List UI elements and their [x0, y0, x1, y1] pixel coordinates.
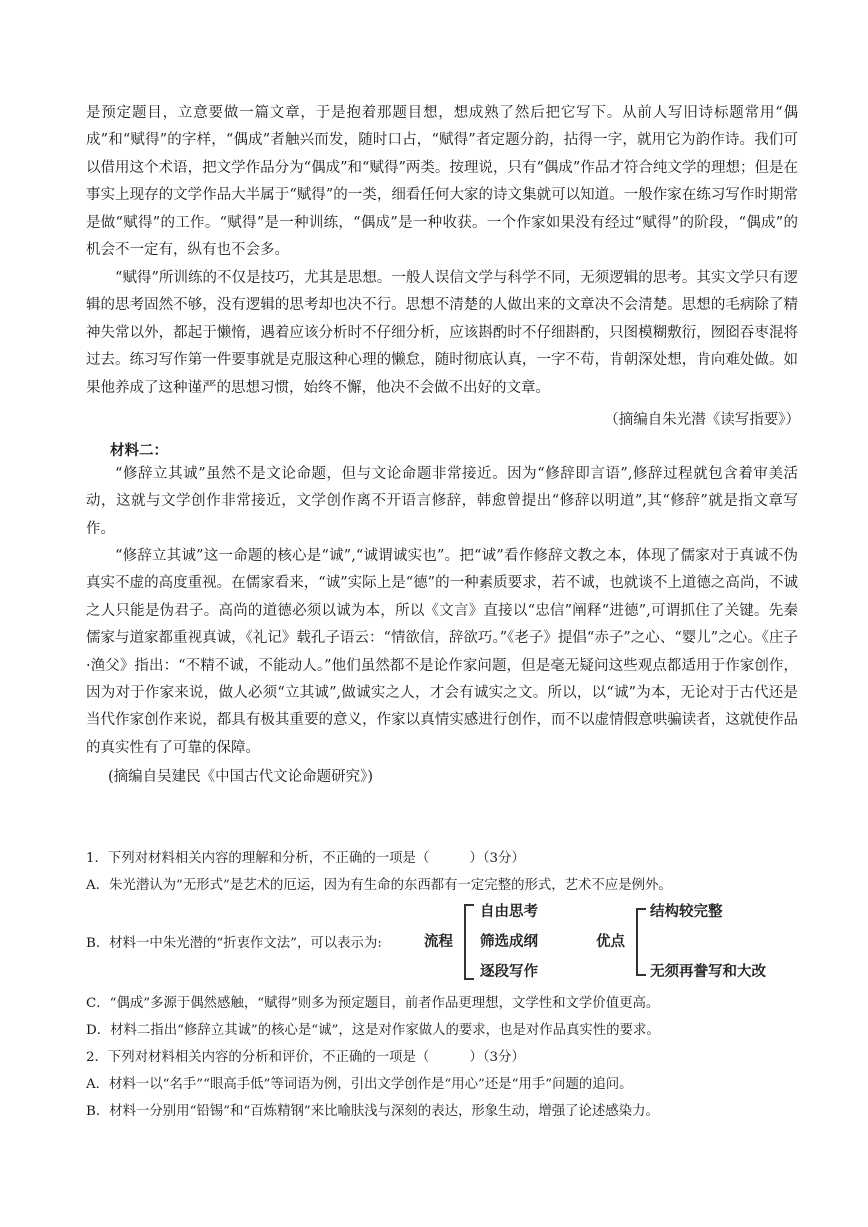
- process-step-1: 自由思考: [480, 904, 538, 920]
- question-2-option-a: A．材料一以“名手”“眼高手低”等词语为例，引出文学创作是“用心”还是“用手”问题的追问。: [86, 1077, 633, 1092]
- process-step-2: 筛选成纲: [480, 934, 538, 950]
- material2-paragraph-1: “修辞立其诚”虽然不是文论命题，但与文论命题非常接近。因为“修辞即言语”,修辞过程就包含着审美活动，这就与文学创作非常接近，文学创作离不开语言修辞，韩愈曾提出“修辞以明道”,其“修辞”就是指文章写作。: [86, 466, 798, 537]
- question-2: 2．下列对材料相关内容的分析和评价，不正确的一项是（ ）（3分）: [86, 1050, 525, 1065]
- question-1-option-d: D．材料二指出“修辞立其诚”的核心是“诚”，这是对作家做人的要求，也是对作品真实性的要求。: [86, 1023, 660, 1038]
- material2-heading: 材料二：: [110, 442, 168, 459]
- material1-source: （摘编自朱光潜《读写指要》）: [604, 412, 800, 428]
- question-1: 1．下列对材料相关内容的理解和分析，不正确的一项是（ ）（3分）: [86, 851, 525, 866]
- writing-method-diagram: [420, 896, 820, 984]
- advantage-brace: [636, 908, 646, 976]
- question-1-option-b: B．材料一中朱光潜的“折衷作文法”，可以表示为:: [86, 936, 382, 951]
- material2-paragraph-2: “修辞立其诚”这一命题的核心是“诚”,“诚谓诚实也”。把“诚”看作修辞文教之本，体现了儒家对于真诚不伪真实不虚的高度重视。在儒家看来，“诚”实际上是“德”的一种素质要求，若不诚，也就谈不上道德之高尚，不诚之人只能是伪君子。高尚的道德必须以诚为本，所以《文言》直接以“忠信”阐释“进德”,可谓抓住了关键。先秦儒家与道家都重视真诚，《礼记》载孔子语云：“情欲信，辞欲巧。”《老子》提倡“赤子”之心、“婴儿”之心。《庄子·渔父》指出：“不精不诚，不能动人。”他们虽然都不是论作家问题，但是毫无疑问这些观点都适用于作家创作，因为对于作家来说，做人必须“立其诚”,做诚实之人，才会有诚实之文。所以，以“诚”为本，无论对于古代还是当代作家创作来说，都具有极其重要的意义，作家以真情实感进行创作，而不以虚情假意哄骗读者，这就使作品的真实性有了可靠的保障。: [86, 548, 798, 756]
- process-brace: [464, 904, 474, 980]
- material1-paragraph-2: “赋得”所训练的不仅是技巧，尤其是思想。一般人误信文学与科学不同，无须逻辑的思考。其实文学只有逻辑的思考固然不够，没有逻辑的思考却也决不行。思想不清楚的人做出来的文章决不会清楚。思想的毛病除了精神失常以外，都起于懒惰，遇着应该分析时不仔细分析，应该斟酌时不仔细斟酌，只图模糊敷衍，囫囵吞枣混将过去。练习写作第一件要事就是克服这种心理的懒怠，随时彻底认真，一字不苟，肯朝深处想，肯向难处做。如果他养成了这种谨严的思想习惯，始终不懈，他决不会做不出好的文章。: [86, 270, 798, 396]
- material1-paragraph-1: 是预定题目，立意要做一篇文章，于是抱着那题目想，想成熟了然后把它写下。从前人写旧诗标题常用“偶成”和“赋得”的字样，“偶成”者触兴而发，随时口占，“赋得”者定题分韵，拈得一字，就用它为韵作诗。我们可以借用这个术语，把文学作品分为“偶成”和“赋得”两类。按理说，只有“偶成”作品才符合纯文学的理想；但是在事实上现存的文学作品大半属于“赋得”的一类，细看任何大家的诗文集就可以知道。一般作家在练习写作时期常是做“赋得”的工作。“赋得”是一种训练，“偶成”是一种收获。一个作家如果没有经过“赋得”的阶段，“偶成”的机会不一定有，纵有也不会多。: [86, 105, 798, 259]
- process-label: 流程: [424, 934, 453, 950]
- process-step-3: 逐段写作: [480, 964, 538, 980]
- advantage-2: 无须再誊写和大改: [650, 964, 766, 980]
- advantage-label: 优点: [596, 934, 625, 950]
- material2-source: (摘编自吴建民《中国古代文论命题研究》): [108, 769, 374, 785]
- question-1-option-c: C．“偶成”多源于偶然感触，“赋得”则多为预定题目，前者作品更理想，文学性和文学价值更高。: [86, 996, 660, 1011]
- question-2-option-b: B．材料一分别用“铅锡”和“百炼精钢”来比喻肤浅与深刻的表达，形象生动，增强了论述感染力。: [86, 1104, 659, 1119]
- question-1-option-a: A．朱光潜认为“无形式”是艺术的厄运，因为有生命的东西都有一定完整的形式，艺术不应是例外。: [86, 878, 672, 893]
- advantage-1: 结构较完整: [650, 904, 723, 920]
